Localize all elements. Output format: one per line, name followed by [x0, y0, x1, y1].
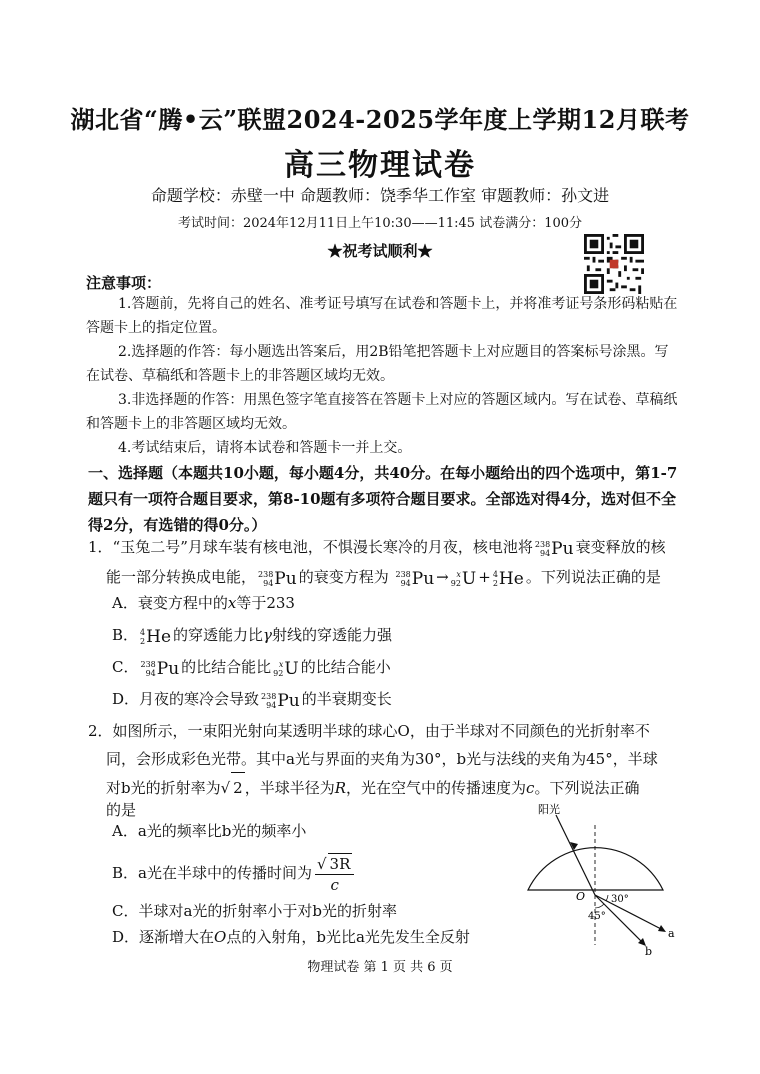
exam-title-line2: 高三物理试卷	[284, 148, 476, 183]
section-heading-choice: 一、选择题（本题共10小题，每小题4分，共40分。在每小题给出的四个选项中，第1-7题只有一项符合题目要求，第8-10题有多项符合题目要求。全部选对得4分，选对但不全得2分，有选错的得0分。）	[88, 464, 678, 534]
ray-b-label: b	[645, 945, 653, 958]
angle-45-label: 45°	[588, 911, 606, 922]
question-1-line1: 1．“玉兔二号”月球车装有核电池，不惧漫长寒冷的月夜，核电池将 238 94Pu 衰变释放的核	[88, 532, 678, 564]
question-1-option-a: A．衰变方程中的x等于233	[112, 594, 295, 612]
question-2-line3: 对b光的折射率为√ 2 ，半球半径为R，光在空气中的传播速度为c。下列说法正确	[106, 772, 678, 803]
note-item-1: 1.答题前，先将自己的姓名、准考证号填写在试卷和答题卡上，并将准考证号条形码粘贴在答题卡上的指定位置。	[86, 296, 678, 336]
exam-title-line1: 湖北省“腾•云”联盟2024-2025学年度上学期12月联考	[70, 105, 690, 134]
note-item-2: 2.选择题的作答：每小题选出答案后，用2B铅笔把答题卡上对应题目的答案标号涂黑。写在试卷、草稿纸和答题卡上的非答题区域均无效。	[86, 344, 669, 384]
nuclide-pu238: 238 94Pu	[258, 568, 297, 589]
sunlight-label: 阳光	[538, 803, 560, 816]
qr-code-icon	[584, 234, 644, 294]
fraction-3r-over-c: $\frac{√ 3R}{c}$	[315, 853, 354, 895]
good-luck-banner: ★祝考试顺利★	[327, 242, 433, 260]
question-2-line4: 的是	[106, 801, 137, 819]
hemisphere-outline	[528, 848, 663, 890]
question-2-option-b: B．a光在半球中的传播时间为 $\frac{√ 3R}{c}$	[112, 850, 357, 896]
point-o-label: O	[576, 890, 586, 903]
question-1-line2: 能一部分转换成电能， 238 94Pu 的衰变方程为 238 94Pu → x 92U + 4 2He 。下列说法正确的是	[106, 562, 678, 594]
question-1-option-d: D．月夜的寒冷会导致 238 94Pu 的半衰期变长	[112, 690, 392, 711]
page-footer: 物理试卷 第 1 页 共 6 页	[307, 960, 453, 975]
hemisphere-refraction-diagram	[508, 795, 678, 965]
question-2-option-d: D．逐渐增大在O点的入射角，b光比a光先发生全反射	[112, 928, 470, 946]
question-1-option-b: B． 4 2He 的穿透能力比γ射线的穿透能力强	[112, 626, 393, 647]
notes-title: 注意事项：	[86, 274, 162, 292]
question-2-option-a: A．a光的频率比b光的频率小	[112, 822, 307, 840]
exam-time-info: 考试时间：2024年12月11日上午10:30——11:45 试卷满分：100分	[177, 216, 583, 231]
question-1-option-c: C． 238 94Pu 的比结合能比 x 92U 的比结合能小	[112, 658, 391, 679]
decay-equation: 238 94Pu → x 92U + 4 2He	[395, 568, 524, 589]
question-2-option-c: C．半球对a光的折射率小于对b光的折射率	[112, 902, 398, 920]
note-item-3: 3.非选择题的作答：用黑色签字笔直接答在答题卡上对应的答题区域内。写在试卷、草稿纸和答题卡上的非答题区域均无效。	[86, 392, 678, 432]
exam-authors: 命题学校：赤壁一中 命题教师：饶季华工作室 审题教师：孙文进	[150, 186, 610, 205]
question-2-line1: 2．如图所示，一束阳光射向某透明半球的球心O，由于半球对不同颜色的光折射率不	[88, 722, 650, 740]
angle-30-label: 30°	[611, 894, 629, 905]
question-2-line2: 同，会形成彩色光带。其中a光与界面的夹角为30°，b光与法线的夹角为45°，半球	[106, 750, 658, 768]
note-item-4: 4.考试结束后，请将本试卷和答题卡一并上交。	[118, 440, 412, 456]
ray-a-label: a	[668, 927, 675, 940]
nuclide-pu238: 238 94Pu	[534, 538, 574, 559]
